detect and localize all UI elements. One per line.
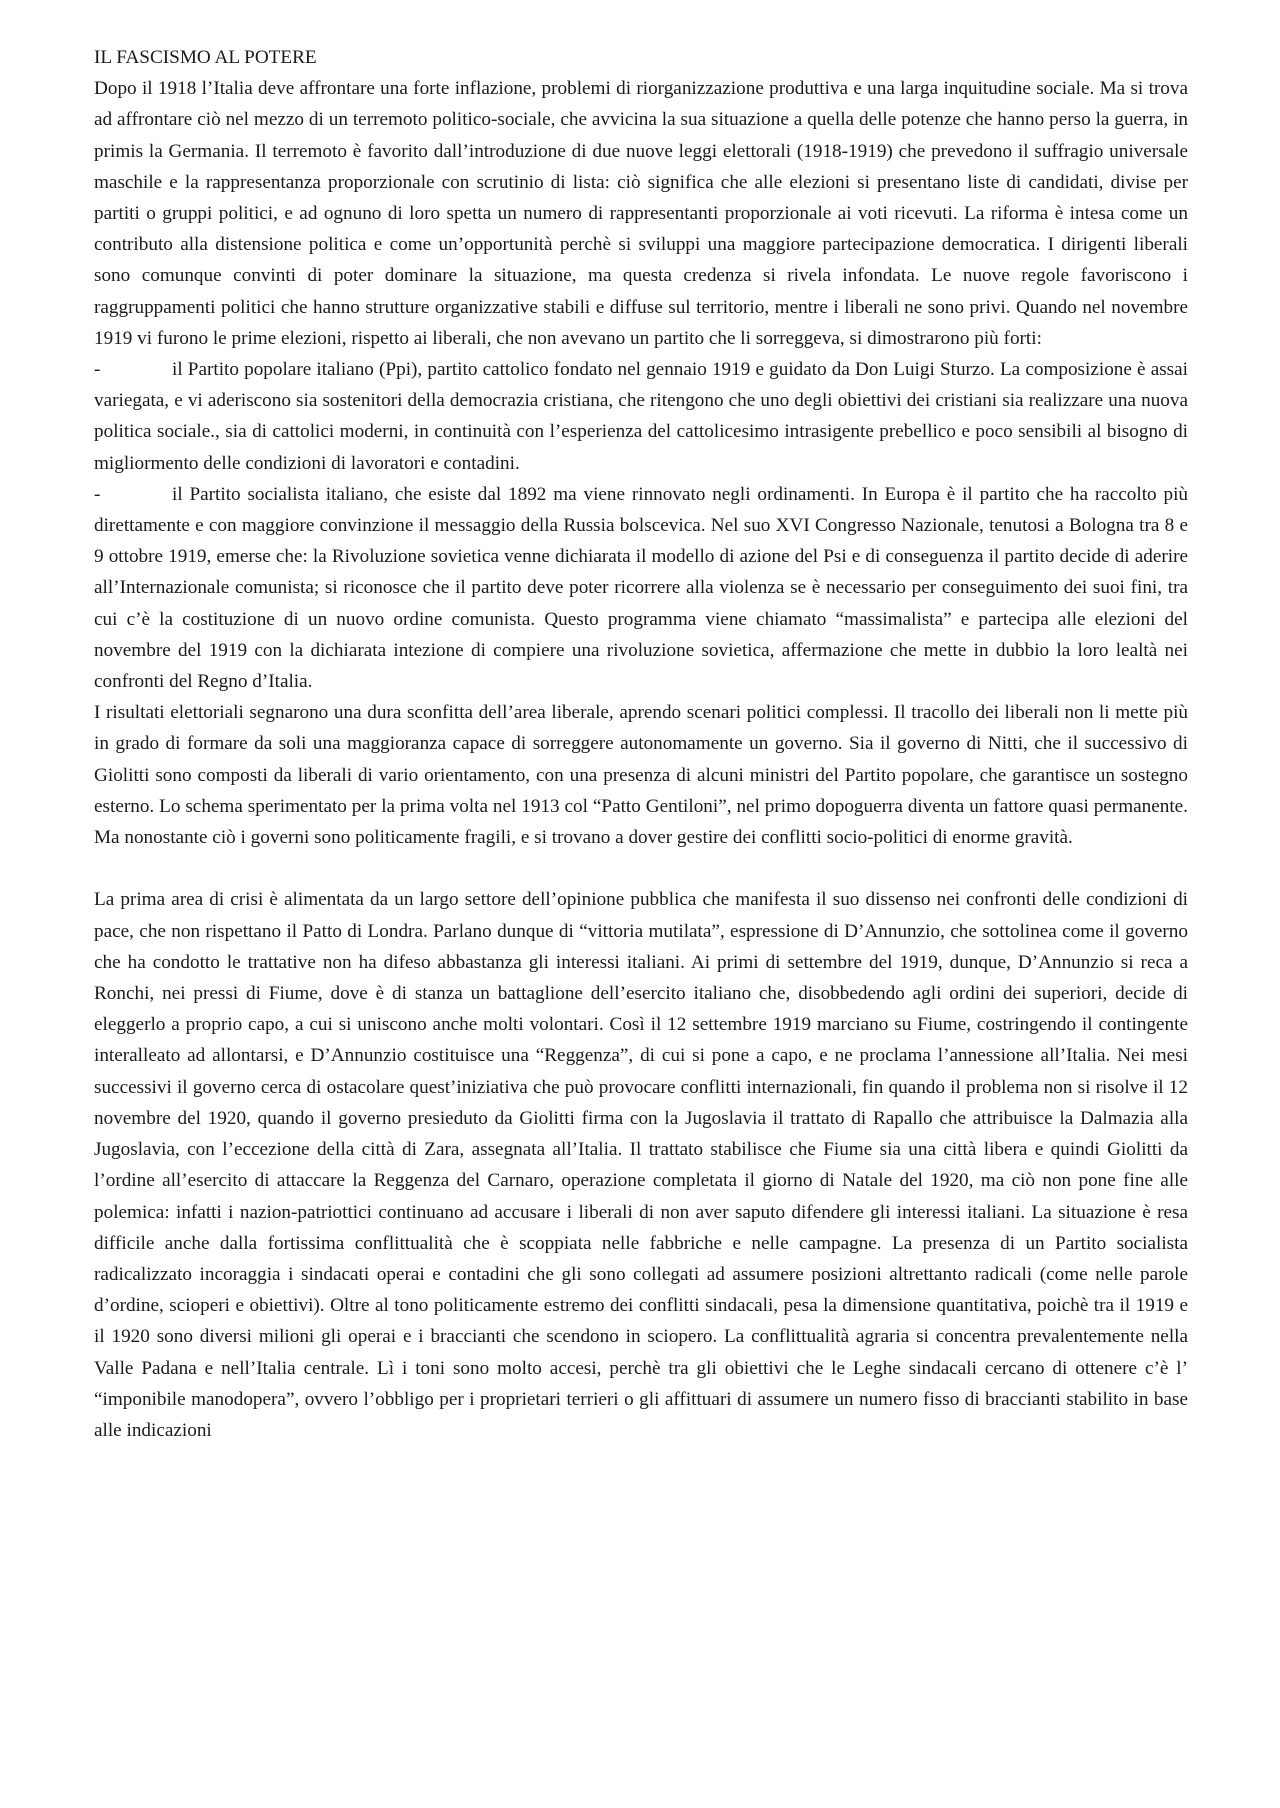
- paragraph-spacer: [94, 853, 1188, 884]
- results-paragraph: I risultati elettoriali segnarono una dura sconfitta dell’area liberale, aprendo scenari politici complessi. Il tracollo dei liberali non li mette più in grado di formare da soli una maggioranza capace di sorreggere autonomamente un governo. Sia il governo di Nitti, che il successivo di Giolitti sono composti da liberali di vario orientamento, con una presenza di alcuni ministri del Partito popolare, che garantisce un sostegno esterno. Lo schema sperimentato per la prima volta nel 1913 col “Patto Gentiloni”, nel primo dopoguerra diventa un fattore quasi permanente. Ma nonostante ciò i governi sono politicamente fragili, e si trovano a dover gestire dei conflitti socio-politici di enorme gravità.: [94, 702, 1188, 849]
- intro-paragraph: Dopo il 1918 l’Italia deve affrontare una forte inflazione, problemi di riorganizzazione produttiva e una larga inquitudine sociale. Ma si trova ad affrontare ciò nel mezzo di un terremoto politico-sociale, che avvicina la sua situazione a quella delle potenze che hanno perso la guerra, in primis la Germania. Il terremoto è favorito dall’introduzione di due nuove leggi elettorali (1918-1919) che prevedono il suffragio universale maschile e la rappresentanza proporzionale con scrutinio di lista: ciò significa che alle elezioni si presentano liste di candidati, divise per partiti o gruppi politici, e ad ognuno di loro spetta un numero di rappresentanti proporzionale ai voti ricevuti. La riforma è intesa come un contributo alla distensione politica e come un’opportunità perchè si sviluppi una maggiore partecipazione democratica. I dirigenti liberali sono comunque convinti di poter dominare la situazione, ma questa credenza si rivela infondata. Le nuove regole favoriscono i raggruppamenti politici che hanno strutture organizzative stabili e diffuse sul territorio, mentre i liberali ne sono privi. Quando nel novembre 1919 vi furono le prime elezioni, rispetto ai liberali, che non avevano un partito che li sorreggeva, si dimostrarono più forti:: [94, 78, 1188, 349]
- document-page: [94, 42, 1188, 1446]
- bullet-marker: -: [94, 359, 101, 381]
- bullet-marker: -: [94, 483, 101, 505]
- bullet-item-ppi: [94, 354, 1188, 479]
- bullet-item-psi: [94, 479, 1188, 697]
- page-title: IL FASCISMO AL POTERE: [94, 47, 317, 68]
- bullet-text: il Partito socialista italiano, che esiste dal 1892 ma viene rinnovato negli ordinamenti. In Europa è il partito che ha raccolto più direttamente e con maggiore convinzione il messaggio della Russia bolscevica. Nel suo XVI Congresso Nazionale, tenutosi a Bologna tra 8 e 9 ottobre 1919, emerse che: la Rivoluzione sovietica venne dichiarata il modello di azione del Psi e di conseguenza il partito decide di aderire all’Internazionale comunista; si riconosce che il partito deve poter ricorrere alla violenza se è necessario per conseguimento dei suoi fini, tra cui c’è la costituzione di un nuovo ordine comunista. Questo programma viene chiamato “massimalista” e partecipa alle elezioni del novembre del 1919 con la dichiarata intezione di compiere una rivoluzione sovietica, affermazione che mette in dubbio la loro lealtà nei confronti del Regno d’Italia.: [94, 483, 1188, 693]
- bullet-text: il Partito popolare italiano (Ppi), partito cattolico fondato nel gennaio 1919 e guidato da Don Luigi Sturzo. La composizione è assai variegata, e vi aderiscono sia sostenitori della democrazia cristiana, che ritengono che uno degli obiettivi dei cristiani sia realizzare una nuova politica sociale., sia di cattolici moderni, in continuità con l’esperienza del cattolicesimo intrasigente prebellico e poco sensibili al bisogno di migliormento delle condizioni di lavoratori e contadini.: [94, 359, 1188, 474]
- crisis-paragraph: La prima area di crisi è alimentata da un largo settore dell’opinione pubblica che manifesta il suo dissenso nei confronti delle condizioni di pace, che non rispettano il Patto di Londra. Parlano dunque di “vittoria mutilata”, espressione di D’Annunzio, che sottolinea come il governo che ha condotto le trattative non ha difeso abbastanza gli interessi italiani. Ai primi di settembre del 1919, dunque, D’Annunzio si reca a Ronchi, nei pressi di Fiume, dove è di stanza un battaglione dell’esercito italiano che, disobbedendo agli ordini dei superiori, decide di eleggerlo a proprio capo, a cui si uniscono anche molti volontari. Così il 12 settembre 1919 marciano su Fiume, costringendo il contingente interalleato ad allontarsi, e D’Annunzio costituisce una “Reggenza”, di cui si pone a capo, e ne proclama l’annessione all’Italia. Nei mesi successivi il governo cerca di ostacolare quest’iniziativa che può provocare conflitti internazionali, fin quando il problema non si risolve il 12 novembre del 1920, quando il governo presieduto da Giolitti firma con la Jugoslavia il trattato di Rapallo che attribuisce la Dalmazia alla Jugoslavia, con l’eccezione della città di Zara, assegnata all’Italia. Il trattato stabilisce che Fiume sia una città libera e quindi Giolitti da l’ordine all’esercito di attaccare la Reggenza del Carnaro, operazione completata il giorno di Natale del 1920, ma ciò non pone fine alle polemica: infatti i nazion-patriottici continuano ad accusare i liberali di non aver saputo difendere gli interessi italiani. La situazione è resa difficile anche dalla fortissima conflittualità che è scoppiata nelle fabbriche e nelle campagne. La presenza di un Partito socialista radicalizzato incoraggia i sindacati operai e contadini che gli sono collegati ad assumere posizioni altrettanto radicali (come nelle parole d’ordine, scioperi e obiettivi). Oltre al tono politicamente estremo dei conflitti sindacali, pesa la dimensione quantitativa, poichè tra il 1919 e il 1920 sono diversi milioni gli operai e i braccianti che scendono in sciopero. La conflittualità agraria si concentra prevalentemente nella Valle Padana e nell’Italia centrale. Lì i toni sono molto accesi, perchè tra gli obiettivi che le Leghe sindacali cercano di ottenere c’è l’ “imponibile manodopera”, ovvero l’obbligo per i proprietari terrieri o gli affittuari di assumere un numero fisso di braccianti stabilito in base alle indicazioni: [94, 889, 1188, 1441]
